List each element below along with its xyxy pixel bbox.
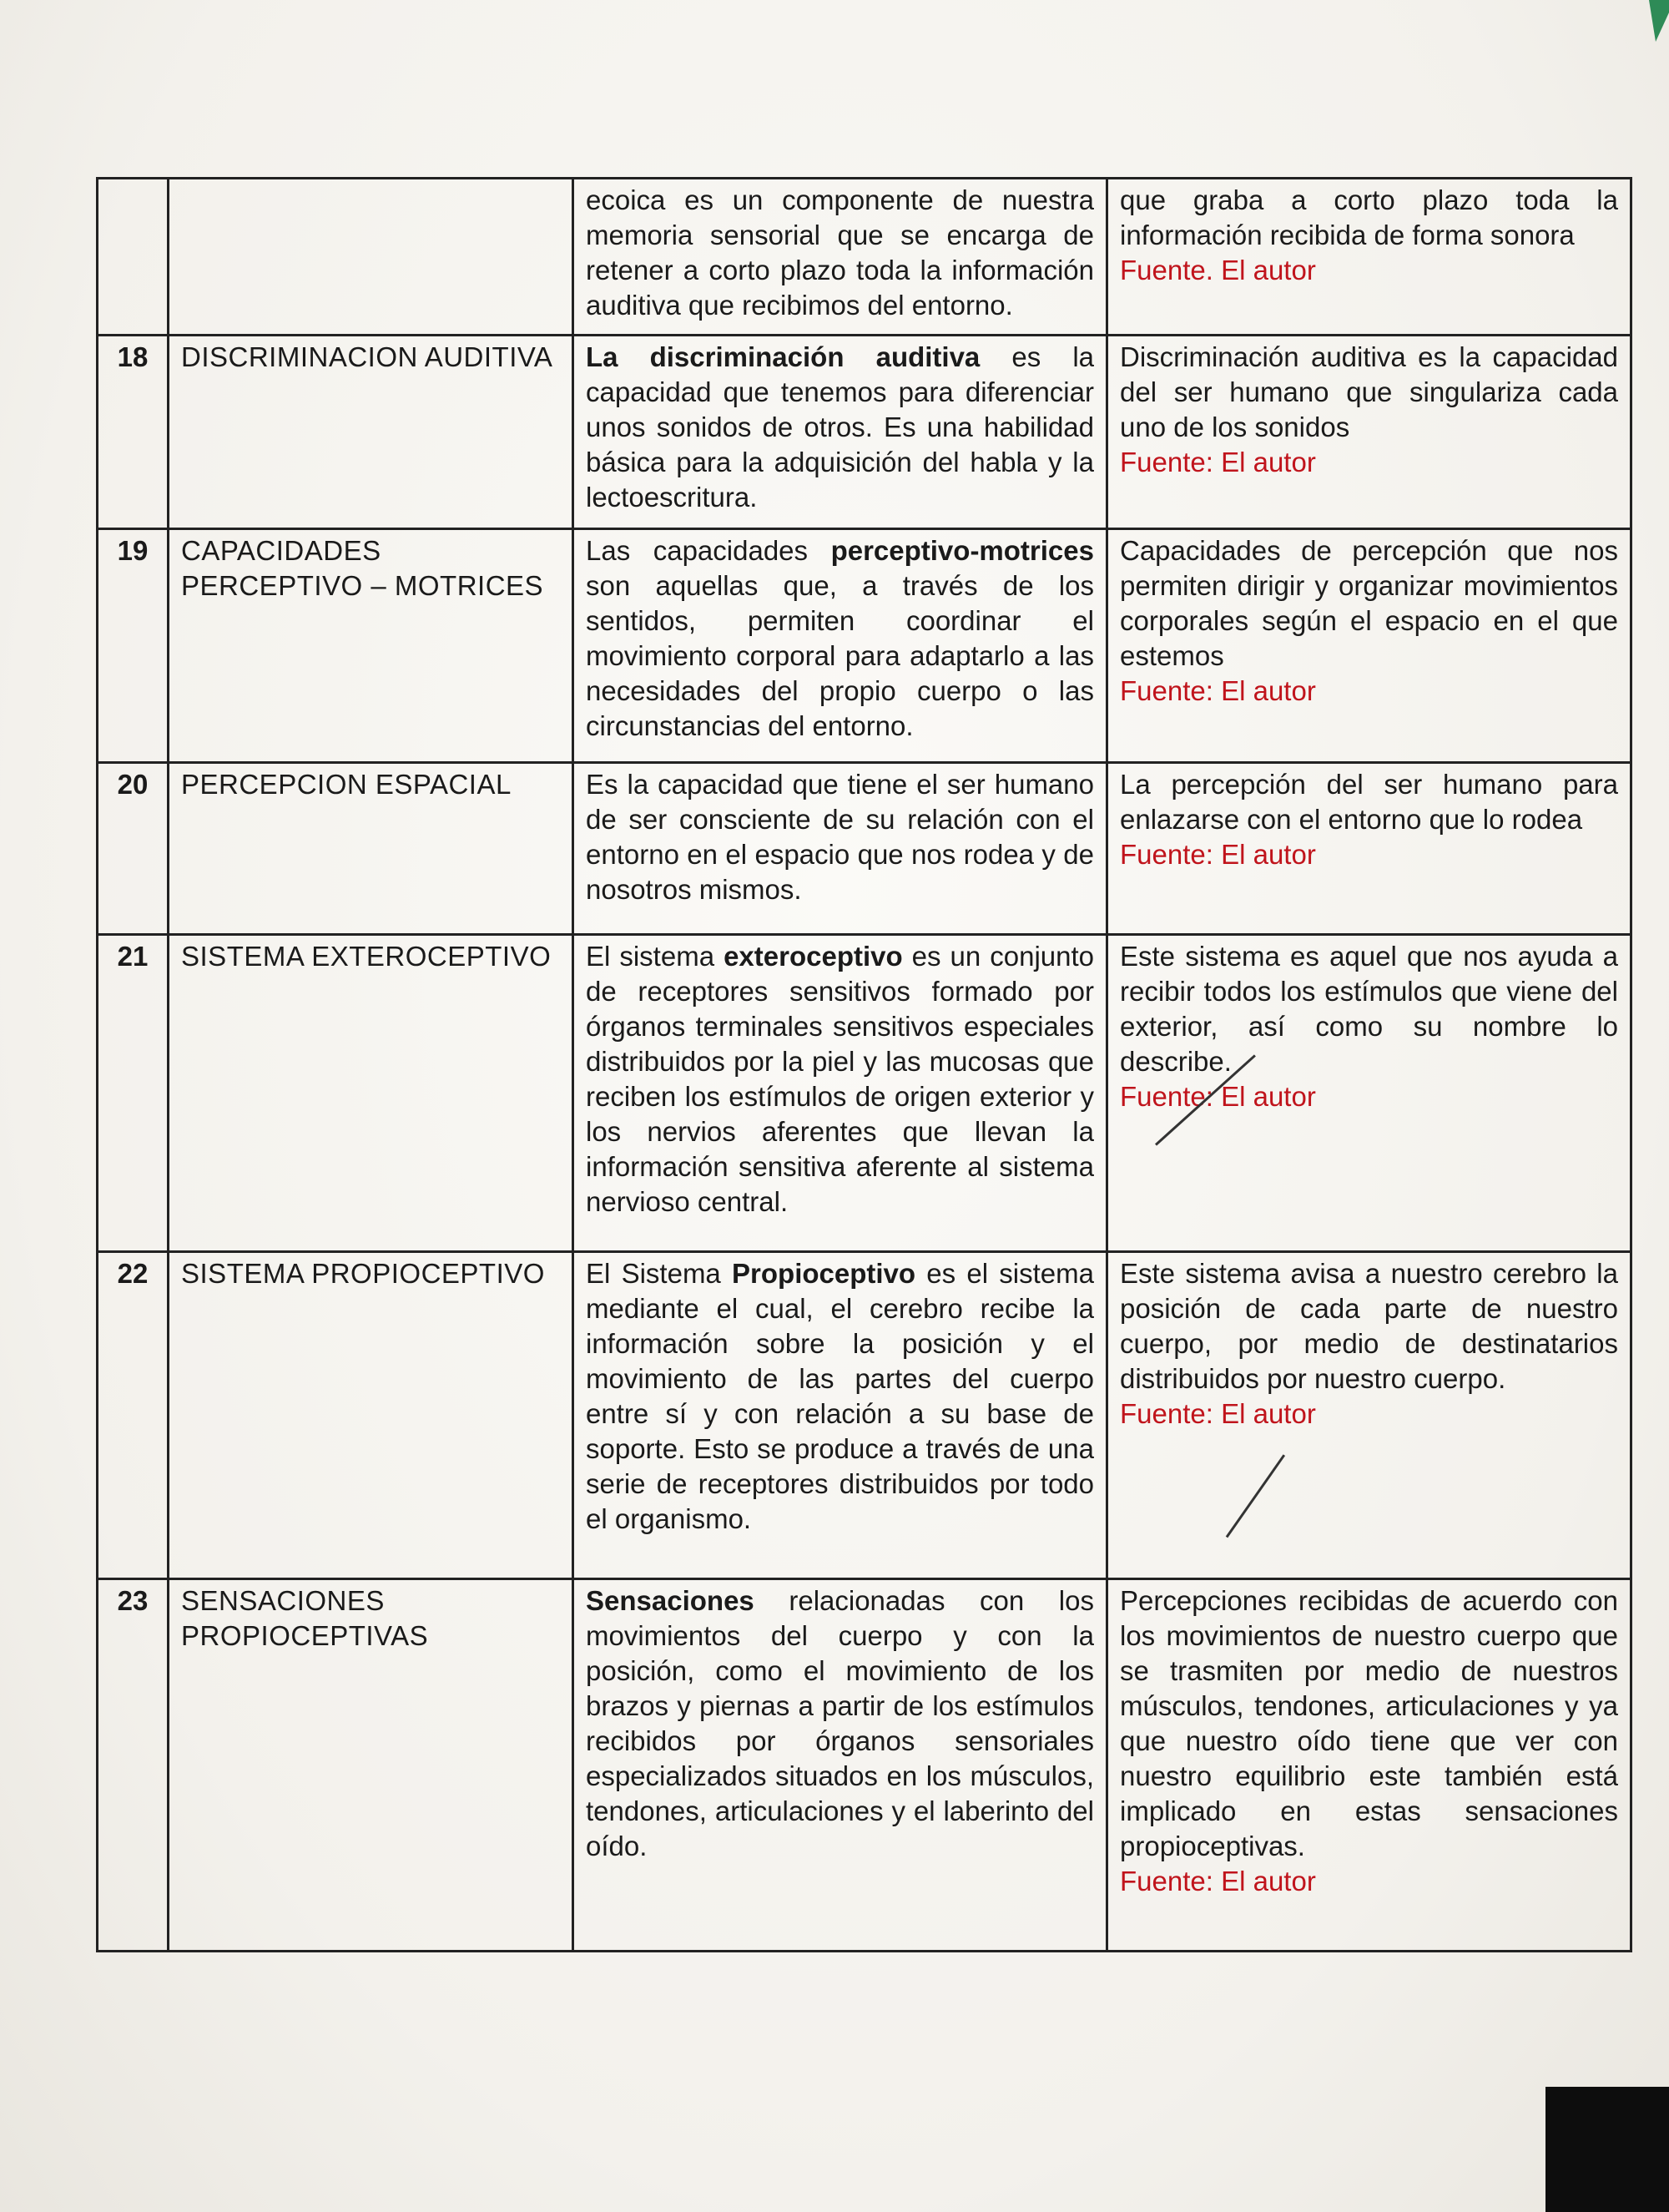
source-label: Fuente: El autor (1120, 839, 1316, 870)
definition-cell (573, 179, 1107, 336)
term-label: DISCRIMINACION AUDITIVA (169, 336, 573, 529)
own-definition-text: Capacidades de percepción que nos permiten dirigir y organizar movimientos corporales según el espacio en el que estemos (1120, 535, 1618, 671)
source-label: Fuente: El autor (1120, 1866, 1316, 1896)
source-label: Fuente: El autor (1120, 447, 1316, 477)
own-definition-cell (1107, 1252, 1631, 1579)
own-definition-text: La percepción del ser humano para enlazarse con el entorno que lo rodea (1120, 769, 1618, 835)
dark-corner-block (1545, 2087, 1669, 2212)
definition-text: relacionadas con los movimientos del cuerpo y con la posición, como el movimiento de los brazos y piernas a partir de los estímulos recibidos por órganos sensoriales especializados situados en los músculos, tendones, articulaciones y el laberinto del oído. (586, 1585, 1094, 1861)
table-row (98, 1579, 1631, 1952)
definition-text: Es la capacidad que tiene el ser humano de ser consciente de su relación con el entorno en el espacio que nos rodea y de nosotros mismos. (586, 769, 1094, 905)
green-corner-mark (1636, 0, 1669, 42)
definition-text: es el sistema mediante el cual, el cerebro recibe la información sobre la posición y el movimiento de las partes del cuerpo entre sí y con relación a su base de soporte. Esto se produce a través de una serie de receptores distribuidos por todo el organismo. (586, 1258, 1094, 1534)
table-row (98, 1252, 1631, 1579)
definition-text: es un conjunto de receptores sensitivos formado por órganos terminales sensitivos especiales distribuidos por la piel y las mucosas que reciben los estímulos de origen exterior y los nervios aferentes que llevan la información sensitiva aferente al sistema nervioso central. (586, 941, 1094, 1217)
own-definition-cell (1107, 529, 1631, 763)
definition-cell (573, 529, 1107, 763)
table-row (98, 336, 1631, 529)
own-definition-cell (1107, 935, 1631, 1252)
own-definition-text: Discriminación auditiva es la capacidad del ser humano que singulariza cada uno de los sonidos (1120, 341, 1618, 442)
row-number: 23 (98, 1579, 169, 1952)
term-label: SISTEMA PROPIOCEPTIVO (169, 1252, 573, 1579)
definition-bold: perceptivo-motrices (830, 535, 1094, 566)
definition-cell (573, 763, 1107, 935)
table-row (98, 529, 1631, 763)
table-row (98, 763, 1631, 935)
own-definition-text: Este sistema es aquel que nos ayuda a recibir todos los estímulos que viene del exterior, así como su nombre lo describe. (1120, 941, 1618, 1077)
own-definition-cell (1107, 336, 1631, 529)
definition-pre: Las capacidades (586, 535, 831, 566)
definition-bold: Sensaciones (586, 1585, 754, 1616)
own-definition-cell (1107, 179, 1631, 336)
table-row (98, 935, 1631, 1252)
definition-cell (573, 1579, 1107, 1952)
term-label: SISTEMA EXTEROCEPTIVO (169, 935, 573, 1252)
term-label: CAPACIDADES PERCEPTIVO – MOTRICES (169, 529, 573, 763)
definition-text: ecoica es un componente de nuestra memoria sensorial que se encarga de retener a corto plazo toda la información auditiva que recibimos del entorno. (586, 184, 1094, 321)
definition-cell (573, 1252, 1107, 1579)
row-number: 18 (98, 336, 169, 529)
definition-bold: exteroceptivo (724, 941, 903, 972)
own-definition-text: que graba a corto plazo toda la información recibida de forma sonora (1120, 184, 1618, 250)
definition-bold: La discriminación auditiva (586, 341, 981, 372)
term-cell (169, 179, 573, 336)
row-number: 20 (98, 763, 169, 935)
definition-bold: Propioceptivo (732, 1258, 916, 1289)
definition-text: son aquellas que, a través de los sentidos, permiten coordinar el movimiento corporal para adaptarlo a las necesidades del propio cuerpo o las circunstancias del entorno. (586, 570, 1094, 741)
row-number: 21 (98, 935, 169, 1252)
definition-text: es la capacidad que tenemos para diferenciar unos sonidos de otros. Es una habilidad básica para la adquisición del habla y la lectoescritura. (586, 341, 1095, 513)
own-definition-text: Este sistema avisa a nuestro cerebro la posición de cada parte de nuestro cuerpo, por medio de destinatarios distribuidos por nuestro cuerpo. (1120, 1258, 1618, 1394)
definition-pre: El Sistema (586, 1258, 733, 1289)
own-definition-cell (1107, 1579, 1631, 1952)
own-definition-text: Percepciones recibidas de acuerdo con los movimientos de nuestro cuerpo que se trasmiten por medio de nuestros músculos, tendones, articulaciones y ya que nuestro oído tiene que ver con nuestro equilibrio este también está implicado en estas sensaciones propioceptivas. (1120, 1585, 1618, 1861)
source-label: Fuente. El autor (1120, 255, 1316, 285)
definition-pre: El sistema (586, 941, 724, 972)
row-number: 19 (98, 529, 169, 763)
row-number: 22 (98, 1252, 169, 1579)
term-label: PERCEPCION ESPACIAL (169, 763, 573, 935)
glossary-table (96, 177, 1632, 1952)
term-label: SENSACIONES PROPIOCEPTIVAS (169, 1579, 573, 1952)
definition-cell (573, 935, 1107, 1252)
table-row-continuation (98, 179, 1631, 336)
source-label: Fuente: El autor (1120, 1398, 1316, 1429)
source-label: Fuente: El autor (1120, 1081, 1316, 1112)
row-number-cell (98, 179, 169, 336)
definition-cell (573, 336, 1107, 529)
own-definition-cell (1107, 763, 1631, 935)
source-label: Fuente: El autor (1120, 675, 1316, 706)
